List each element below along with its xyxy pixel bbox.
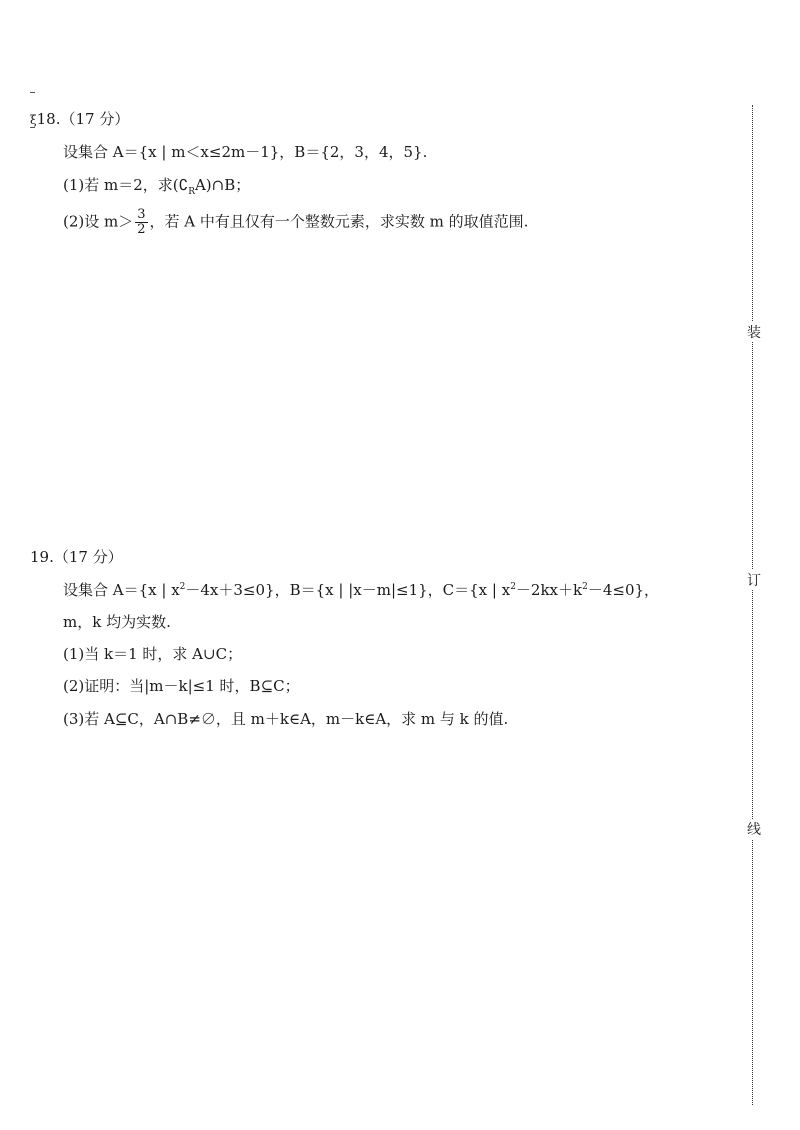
question-19-part-1: (1)当 k＝1 时，求 A∪C；: [63, 645, 243, 663]
question-18-part-1: [63, 174, 250, 197]
stem-part-d: －4≤0}，: [587, 581, 660, 599]
question-19-stem-cont: m，k 均为实数.: [63, 613, 171, 631]
question-18-stem: 设集合 A＝{x | m＜x≤2m－1}，B＝{2，3，4，5}.: [63, 143, 428, 161]
question-19-stem: [63, 579, 659, 600]
question-18-heading: [30, 108, 129, 129]
question-18-number: 18.（17 分）: [36, 110, 130, 128]
part-1-text: (1)若 m＝2，求(∁: [63, 176, 189, 194]
part-2-start: (2)设 m＞: [63, 212, 134, 231]
complement-subscript: R: [188, 187, 195, 197]
fraction-numerator: 3: [137, 207, 146, 222]
binding-label-zhuang: 装: [746, 322, 762, 342]
fraction-three-halves: [135, 208, 147, 237]
question-18-part-2: [63, 208, 528, 237]
question-19-part-3: (3)若 A⊆C，A∩B≠∅，且 m＋k∈A，m－k∈A，求 m 与 k 的值.: [63, 710, 509, 728]
question-19-part-2: (2)证明：当|m－k|≤1 时，B⊆C；: [63, 677, 300, 695]
margin-tick-top: [30, 92, 35, 93]
stem-part-a: 设集合 A＝{x | x: [63, 581, 180, 599]
question-19-heading: 19.（17 分）: [30, 548, 123, 566]
part-2-end: ，若 A 中有且仅有一个整数元素，求实数 m 的取值范围.: [149, 212, 529, 231]
stem-part-b: －4x＋3≤0}，B＝{x | |x－m|≤1}，C＝{x | x: [185, 581, 511, 599]
binding-label-xian: 线: [746, 819, 762, 839]
square-sup-2: 2: [510, 582, 516, 592]
square-sup-1: 2: [179, 582, 186, 592]
square-sup-3: 2: [582, 582, 588, 592]
part-1-end: A)∩B；: [194, 176, 251, 194]
binding-dotted-line: [752, 105, 753, 1105]
margin-mark: ξ: [30, 113, 37, 127]
stem-part-c: －2kx＋k: [515, 581, 583, 599]
binding-label-ding: 订: [746, 570, 762, 590]
fraction-denominator: 2: [137, 222, 146, 237]
